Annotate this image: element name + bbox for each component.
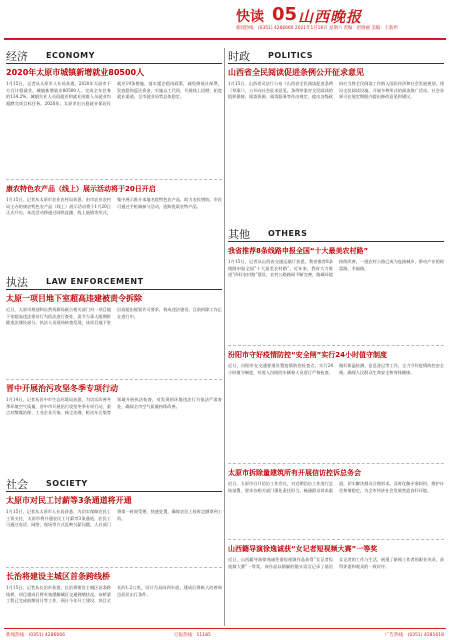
article-body: 1月15日，记者从太原市农业农村局获悉，由市农业农村局主办的康农特色农产品（线上）展示活动将于1月20日正式开启。本次活动将通过网络直播、线上展销等形式，集中展示推介本地名优特色农产品，助力农民增收。市民可通过手机端参与活动，选购优质农特产品。: [6, 197, 222, 216]
article-headline: 康农特色农产品（线上）展示活动将于20日开启: [6, 185, 156, 193]
section-header: [228, 48, 444, 64]
article-body: 1月15日，山西省司法厅公布《山西省全民阅读促进条例（草案）》，公开向社会征求意见。条例草案对全民阅读的组织保障、阅读资源、阅读服务等作出规定，提出各级政府应当将全民阅读工作纳入国民经济和社会发展规划，建设全民阅读设施，开展多种形式的阅读推广活动。社会各界可在规定期限内提出修改意见和建议。: [228, 81, 444, 100]
article-separator: [228, 463, 444, 464]
section-label: 快读: [236, 9, 264, 25]
article-separator: [6, 567, 222, 568]
section-title-cn: 其他: [228, 228, 250, 241]
section-title-cn: 经济: [6, 50, 28, 63]
article-headline: 2020年太原市城镇新增就业80500人: [6, 68, 145, 77]
section-title-en: SOCIETY: [46, 479, 88, 488]
article-headline: 太原市对民工讨薪等3条通道将开通: [6, 496, 132, 505]
section-title-en: POLITICS: [268, 51, 313, 60]
newspaper-logo: 山西晚报: [298, 8, 363, 26]
section-header: [6, 48, 222, 64]
economy-section: [6, 48, 222, 268]
article-headline: 汾阳市守好疫情防控“安全闸”实行24小时值守制度: [228, 351, 387, 359]
masthead-rule: [4, 38, 446, 40]
section-title-en: OTHERS: [268, 229, 308, 238]
section-title-cn: 执法: [6, 276, 28, 289]
article-body: 1月15日，记者从太原市人社局获悉，2020年太原市千方百计稳就业，城镇新增就业80500人，完成全年任务的134.2%，城镇失业人员再就业和就业困难人员就业均超额完成目标任务。2020年，太原市出台稳就业保居民就业19条措施，落实援企稳岗政策，减免降低社保费，发放稳岗返还资金，实施以工代训，开展线上招聘，拓宽就业渠道，全市就业局势总体稳定。: [6, 81, 222, 106]
masthead-info-line: 新闻热线：(0351) 4286666 2021年1月16日 星期六 责编：赵晓丽 美编：王新玥: [236, 26, 398, 31]
section-header: [6, 476, 222, 492]
page-footer: [4, 628, 446, 638]
masthead-title-group: [236, 6, 446, 42]
article-body: 1月15日，记者从长治市获悉，长治将建设主城区首条跨线桥，项目建成后将有效缓解城区交通拥堵状况。该桥梁工程已完成前期设计等工作，预计今年开工建设。项目全长约1.2公里，设计为双向四车道，建成后将极大改善周边居民出行条件。: [6, 585, 222, 604]
section-title-cn: 时政: [228, 50, 250, 63]
article-body: 1月15日，记者从山西省交通运输厅获悉，我省推荐8条线路申报全国“十大最美农村路”。近年来，我省大力推进“四好农村路”建设，农村公路路网不断完善，路域环境持续改善，一批农村公路已成为连接城乡、带动产业的致富路、幸福路。: [228, 259, 444, 278]
footer-subscription-hotline: 订报热线：11185: [174, 633, 211, 638]
section-title-en: ECONOMY: [46, 51, 95, 60]
politics-section: [228, 48, 444, 220]
article-headline: 太原一项目地下室超高违建被责令拆除: [6, 294, 142, 303]
article-body: 近日，汾阳市在交通要道设置疫情防控检查点，实行24小时值守制度，对进入汾阳的车辆和人员进行严格检查，做好体温检测、信息登记等工作，全力守好疫情防控安全闸，确保人民群众生命安全和身体健康。: [228, 363, 444, 375]
society-section: [6, 476, 222, 626]
column-divider: [224, 48, 225, 626]
article-separator: [6, 179, 222, 180]
section-title-cn: 社会: [6, 478, 28, 491]
article-body: 1月14日，记者从晋中市生态环境局获悉，为切实改善冬季环境空气质量，晋中市开展治污攻坚冬季专项行动，重点对散煤治理、工业企业污染、扬尘治理、机动车污染等领域开展执法检查，对发现的环境违法行为依法严肃查处，确保全市空气质量持续改善。: [6, 397, 222, 416]
article-headline: 晋中开展治污攻坚冬季专项行动: [6, 384, 118, 393]
article-body: 近日，山西籍导演徐逸诚凭借短视频作品获得“女记者短视频大赛”一等奖。该作品以细腻的镜头语言记录了基层女记者的工作与生活，展现了新闻工作者的职业风采，获得评委和观众的一致好评。: [228, 557, 444, 569]
footer-news-hotline: 新闻热线：(0351) 4286666: [6, 633, 65, 638]
page-number: 05: [272, 4, 298, 25]
article-body: 1月15日，记者从太原市人社局获悉，为切实保障农民工工资支付，太原市将开通农民工讨薪等3条通道，农民工可通过电话、网络、现场等方式反映欠薪问题，人社部门将第一时间受理、快速处置，确保农民工按时足额拿到工资。: [6, 509, 222, 528]
section-header: [6, 274, 222, 290]
article-headline: 太原市拆除量建筑所有开展信访控诉总务会: [228, 469, 361, 477]
article-headline: 山西籍导演徐逸诚获“女记者短视频大赛”一等奖: [228, 545, 378, 553]
article-body: 近日，太原市规划和自然资源局联合相关部门对一项目地下室超高违法建设行为依法进行查处，责令当事人限期拆除违法建设部分。执法人员现场核查发现，该项目地下室层高超出规划许可要求，构成违法建设。目前拆除工作正在进行中。: [6, 307, 222, 326]
article-headline: 长治将建设主城区首条跨线桥: [6, 572, 110, 581]
law-section: [6, 274, 222, 470]
article-separator: [228, 345, 444, 346]
article-headline: 我省推荐8条线路申报全国“十大最美农村路”: [228, 247, 369, 255]
footer-ad-hotline: 广告热线：(0351) 4281618: [385, 633, 444, 638]
article-separator: [6, 379, 222, 380]
section-title-en: LAW ENFORCEMENT: [46, 277, 144, 286]
section-header: [228, 226, 444, 242]
article-separator: [228, 539, 444, 540]
others-section: [228, 226, 444, 626]
article-body: 近日，太原市召开信访工作会议，对近期信访工作进行总结部署，要求各相关部门强化责任担当，畅通群众诉求渠道，切实解决群众合理诉求，及时化解矛盾纠纷，维护社会和谐稳定，为全市经济社会发展营造良好环境。: [228, 481, 444, 493]
masthead: [4, 4, 446, 42]
article-headline: 山西省全民阅读促进条例公开征求意见: [228, 68, 364, 77]
